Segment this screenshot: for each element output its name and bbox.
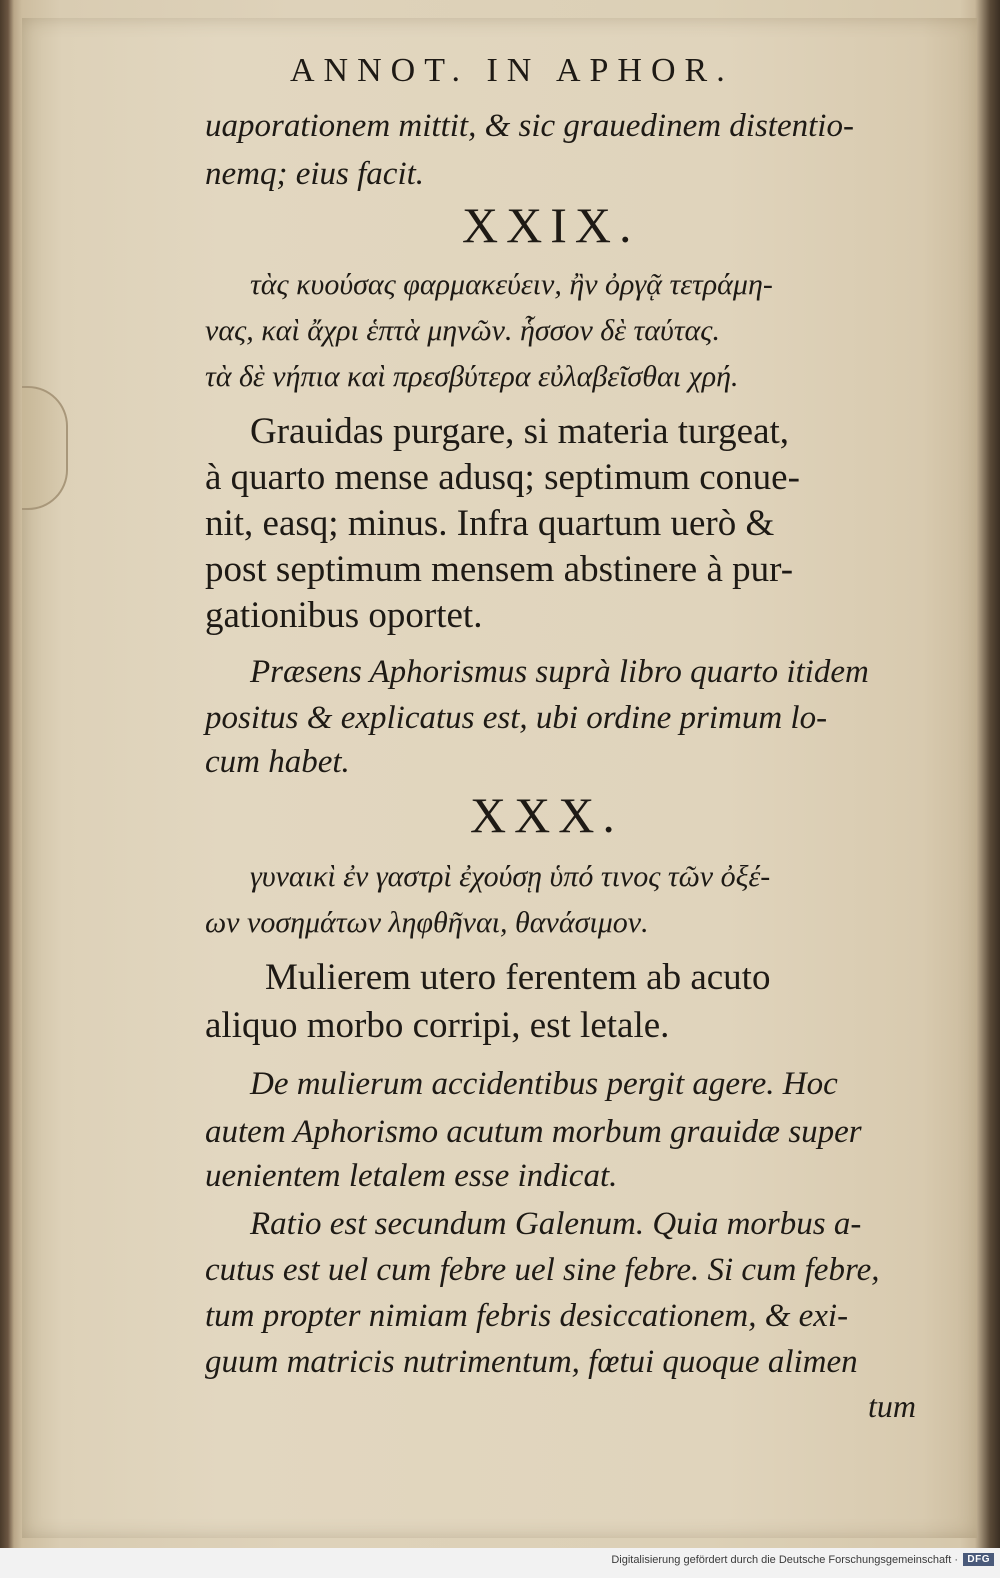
running-head: ANNOT. IN APHOR. — [290, 52, 734, 89]
commentary-line: autem Aphorismo acutum morbum grauidæ super — [205, 1114, 862, 1150]
commentary-line: De mulierum accidentibus pergit agere. Hoc — [250, 1066, 838, 1102]
greek-line: τὰ δὲ νήπια καὶ πρεσβύτερα εὐλαβεῖσθαι χρή. — [205, 360, 739, 393]
greek-line: νας, καὶ ἄχρι ἑπτὰ μηνῶν. ἧσσον δὲ ταύτας. — [205, 314, 720, 347]
latin-line: Mulierem utero ferentem ab acuto — [265, 957, 771, 998]
latin-line: gationibus oportet. — [205, 595, 483, 636]
text-line: nemq; eius facit. — [205, 156, 425, 192]
commentary-line: cum habet. — [205, 744, 350, 780]
commentary-line: guum matricis nutrimentum, fœtui quoque alimen — [205, 1344, 858, 1380]
aphorism-number: XXIX. — [462, 197, 640, 253]
text-line: uaporationem mittit, & sic grauedinem distentio- — [205, 108, 854, 144]
commentary-line: tum propter nimiam febris desiccationem, & exi- — [205, 1298, 849, 1334]
commentary-line: positus & explicatus est, ubi ordine primum lo- — [205, 700, 828, 736]
latin-line: à quarto mense adusq; septimum conue- — [205, 457, 800, 498]
commentary-line: uenientem letalem esse indicat. — [205, 1158, 618, 1194]
dfg-logo: DFG — [963, 1553, 994, 1566]
greek-line: ων νοσημάτων ληφθῆναι, θανάσιμον. — [205, 906, 649, 939]
latin-line: post septimum mensem abstinere à pur- — [205, 549, 794, 590]
latin-line: nit, easq; minus. Infra quartum uerò & — [205, 503, 775, 544]
funding-credit: Digitalisierung gefördert durch die Deutsche Forschungsgemeinschaft · — [611, 1554, 958, 1566]
greek-line: γυναικὶ ἐν γαστρὶ ἐχούσῃ ὑπό τινος τῶν ὀξέ- — [250, 860, 771, 893]
greek-line: τὰς κυούσας φαρμακεύειν, ἢν ὀργᾷ τετράμη- — [250, 268, 773, 301]
latin-line: Grauidas purgare, si materia turgeat, — [250, 411, 790, 452]
aphorism-number: XXX. — [470, 787, 623, 843]
catchword: tum — [868, 1388, 916, 1424]
latin-line: aliquo morbo corripi, est letale. — [205, 1005, 670, 1046]
commentary-line: cutus est uel cum febre uel sine febre. Si cum febre, — [205, 1252, 880, 1288]
commentary-line: Ratio est secundum Galenum. Quia morbus a- — [250, 1206, 862, 1242]
page-fold — [22, 386, 68, 510]
commentary-line: Præsens Aphorismus suprà libro quarto itidem — [250, 654, 869, 690]
